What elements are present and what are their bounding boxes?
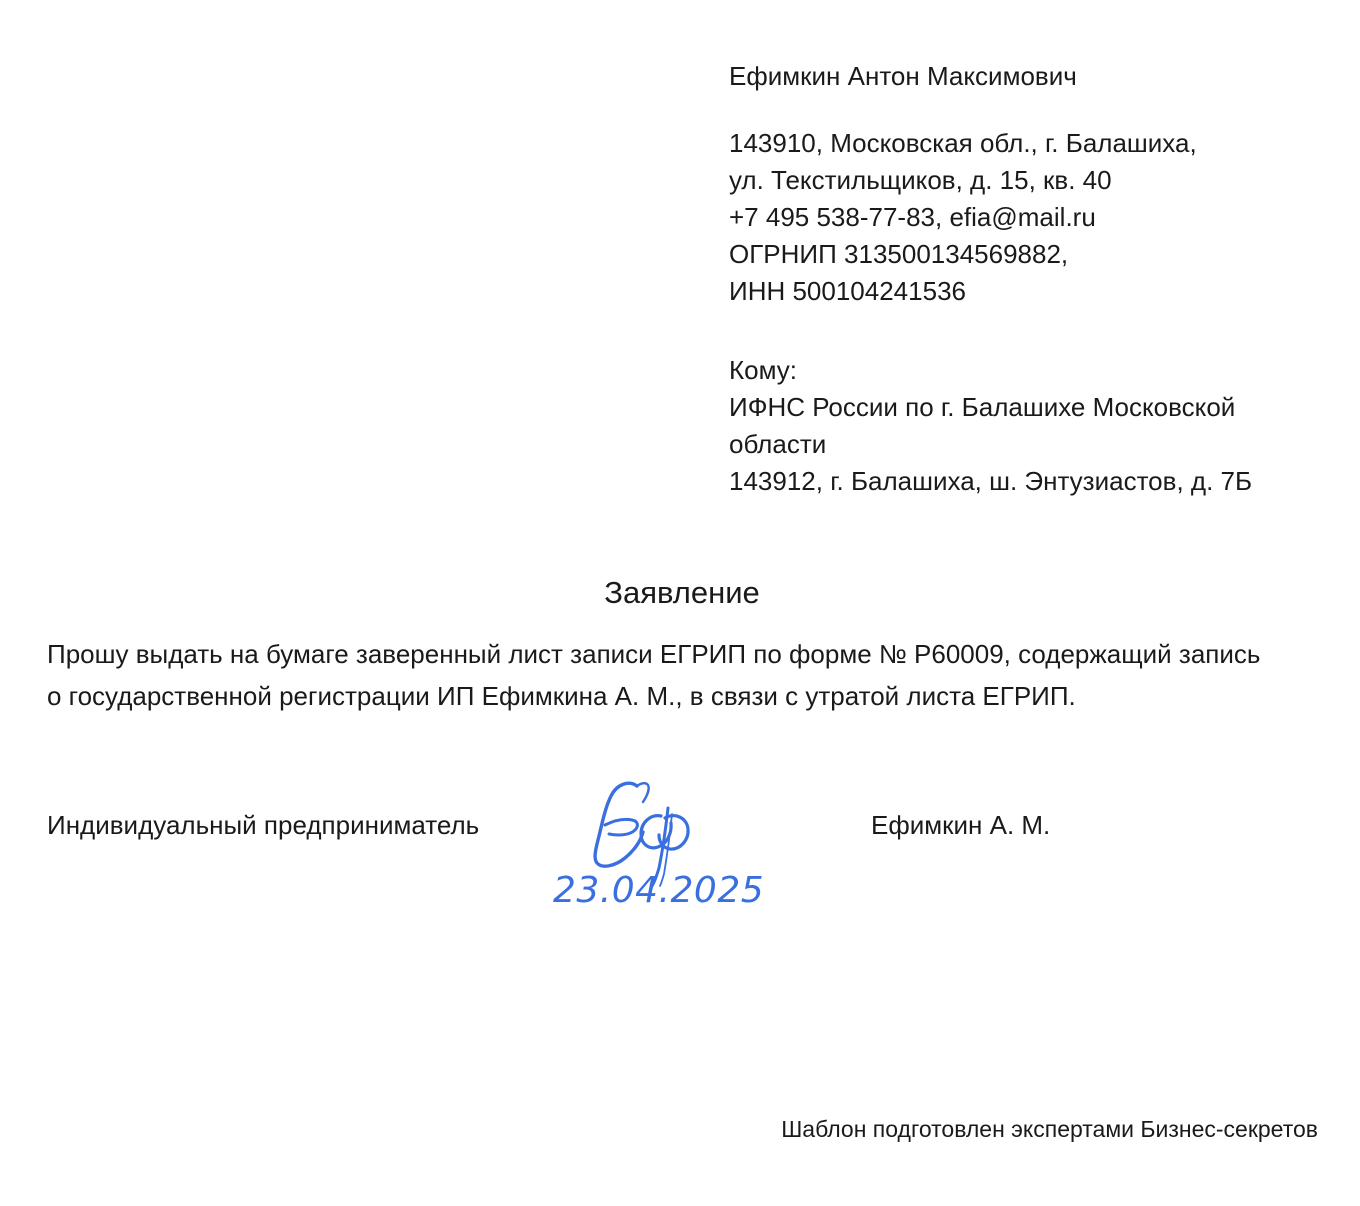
sender-full-name: Ефимкин Антон Максимович [729,61,1077,91]
sender-address-line-2: ул. Текстильщиков, д. 15, кв. 40 [729,165,1112,195]
recipient-label: Кому: [729,355,797,385]
handwritten-date [553,866,813,912]
recipient-address: 143912, г. Балашиха, ш. Энтузиастов, д. 7Б [729,466,1253,496]
signer-role: Индивидуальный предприниматель [47,810,480,840]
page-title [0,573,1360,613]
signature-row [47,806,1327,846]
sender-ogrnip-line: ОГРНИП 313500134569882, [729,239,1069,269]
sender-inn-line: ИНН 500104241536 [729,276,966,306]
signer-name: Ефимкин А. М. [871,810,1051,840]
application-body-text: Прошу выдать на бумаге заверенный лист записи ЕГРИП по форме № Р60009, содержащий запись о государственной регистрации ИП Ефимкина А. М., в связи с утратой листа ЕГРИП. [47,639,1261,711]
sender-requisites-block [729,58,1329,310]
handwritten-date-text: 23.04.2025 [553,870,765,911]
footer-note: Шаблон подготовлен экспертами Бизнес-секретов [781,1116,1318,1142]
recipient-block [729,352,1329,500]
sender-address-line-1: 143910, Московская обл., г. Балашиха, [729,128,1197,158]
requisites-spacer [729,95,1329,125]
recipient-organization: ИФНС России по г. Балашихе Московской области [729,392,1236,459]
page-title-text: Заявление [604,575,760,610]
sender-contact-line: +7 495 538-77-83, efia@mail.ru [729,202,1096,232]
